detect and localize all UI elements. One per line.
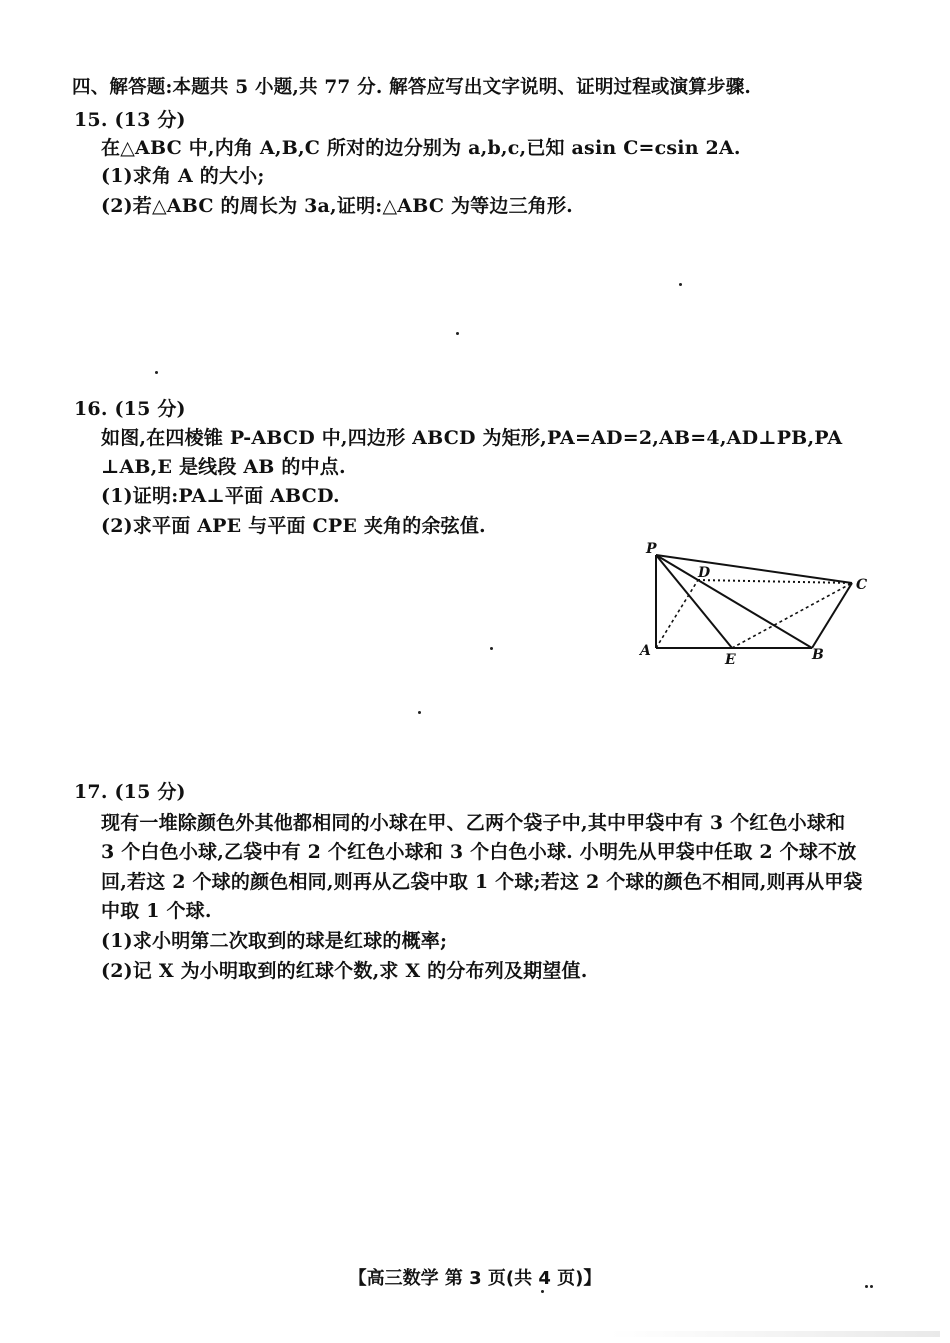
scan-speck bbox=[870, 1285, 873, 1288]
q17-line1: 现有一堆除颜色外其他都相同的小球在甲、乙两个袋子中,其中甲袋中有 3 个红色小球和 bbox=[101, 812, 846, 834]
scan-speck bbox=[865, 1285, 868, 1288]
edge-pe bbox=[656, 555, 732, 648]
scan-edge-shadow bbox=[610, 1331, 940, 1337]
q17-number: 17. (15 分) bbox=[74, 781, 186, 803]
scan-speck bbox=[155, 371, 158, 374]
scan-speck bbox=[679, 283, 682, 286]
vertex-label-a: A bbox=[640, 643, 651, 659]
page-footer: 【高三数学 第 3 页(共 4 页)】 bbox=[348, 1268, 602, 1289]
q17-line3: 回,若这 2 个球的颜色相同,则再从乙袋中取 1 个球;若这 2 个球的颜色不相同,则再从甲袋 bbox=[101, 871, 863, 893]
edge-bc bbox=[812, 583, 852, 648]
edge-pb bbox=[656, 555, 812, 648]
vertex-label-d: D bbox=[698, 565, 711, 581]
vertex-label-e: E bbox=[725, 652, 736, 668]
scan-speck bbox=[418, 711, 421, 714]
q17-part1: (1)求小明第二次取到的球是红球的概率; bbox=[101, 930, 448, 952]
scan-speck bbox=[490, 647, 493, 650]
q15-part1: (1)求角 A 的大小; bbox=[101, 165, 265, 187]
q16-stem-line1: 如图,在四棱锥 P-ABCD 中,四边形 ABCD 为矩形,PA=AD=2,AB=4,AD⊥PB,PA bbox=[101, 427, 843, 449]
edge-ec bbox=[732, 583, 852, 648]
q16-part1: (1)证明:PA⊥平面 ABCD. bbox=[101, 485, 340, 507]
vertex-label-c: C bbox=[856, 577, 868, 593]
scan-speck bbox=[541, 1290, 544, 1293]
scan-speck bbox=[456, 332, 459, 335]
q15-number: 15. (13 分) bbox=[74, 109, 186, 131]
q17-line2: 3 个白色小球,乙袋中有 2 个红色小球和 3 个白色小球. 小明先从甲袋中任取 2 个球不放 bbox=[101, 841, 857, 863]
section-heading: 四、解答题:本题共 5 小题,共 77 分. 解答应写出文字说明、证明过程或演算步骤. bbox=[72, 77, 752, 98]
edge-pc bbox=[656, 555, 852, 583]
q16-number: 16. (15 分) bbox=[74, 398, 186, 420]
q17-part2: (2)记 X 为小明取到的红球个数,求 X 的分布列及期望值. bbox=[101, 960, 588, 982]
q17-line4: 中取 1 个球. bbox=[101, 900, 212, 922]
q15-part2: (2)若△ABC 的周长为 3a,证明:△ABC 为等边三角形. bbox=[101, 195, 573, 217]
q16-part2: (2)求平面 APE 与平面 CPE 夹角的余弦值. bbox=[101, 515, 486, 537]
pyramid-figure bbox=[632, 538, 882, 673]
q16-stem-line2: ⊥AB,E 是线段 AB 的中点. bbox=[101, 456, 346, 478]
vertex-label-b: B bbox=[812, 647, 824, 663]
edge-ad bbox=[656, 580, 698, 648]
vertex-label-p: P bbox=[646, 541, 657, 557]
q15-stem: 在△ABC 中,内角 A,B,C 所对的边分别为 a,b,c,已知 asin C=csin 2A. bbox=[101, 137, 741, 159]
